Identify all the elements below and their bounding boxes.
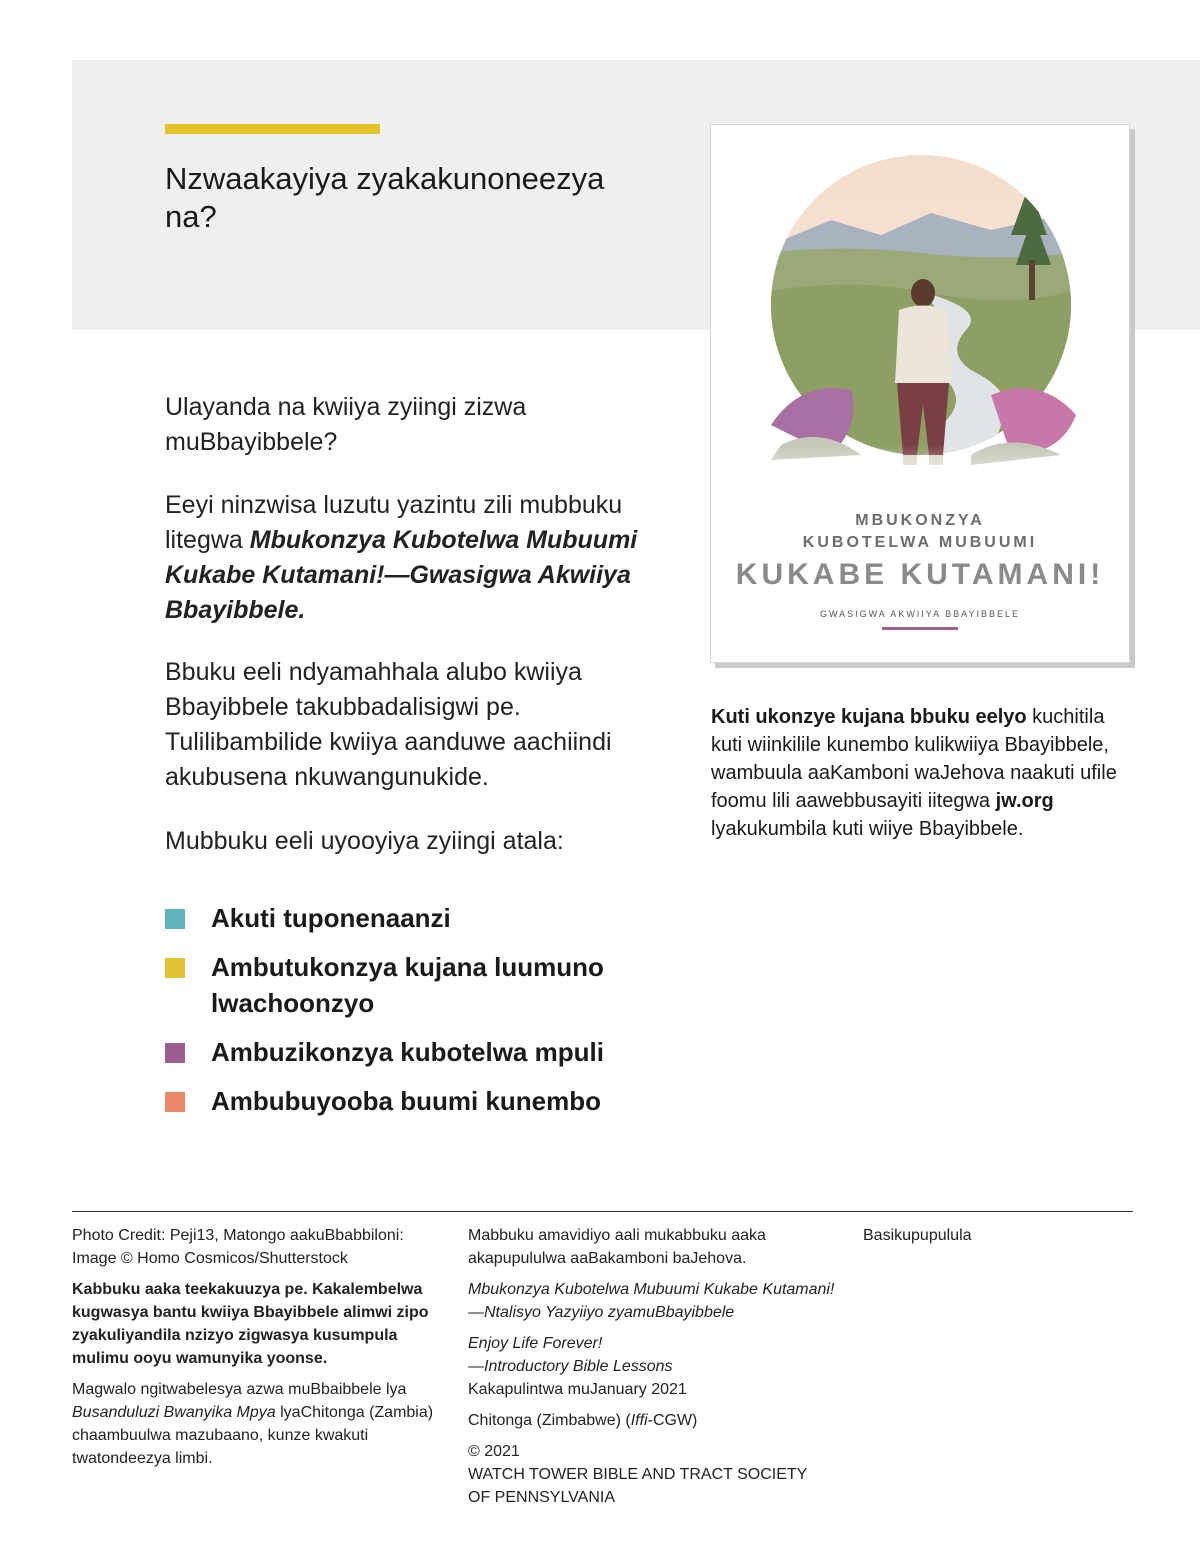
language-code-tail: -CGW) <box>647 1412 698 1429</box>
scripture-note-rest: lyaChitonga (Zambia) chaambuulwa mazubaano, kunze kwakuti twatondeezya limbi. <box>72 1404 434 1467</box>
book-paragraph <box>165 488 675 628</box>
free-paragraph: Bbuku eeli ndyamahhala alubo kwiiya Bbayibbele takubbadalisigwi pe. Tulilibambilide kwiiya aanduwe aachiindi akubusena nkuwangunukide. <box>165 658 612 791</box>
accent-bar <box>165 124 380 134</box>
local-title: Mbukonzya Kubotelwa Mubuumi Kukabe Kutamani!—Ntalisyo Yazyiiyo zyamuBbayibbele <box>468 1281 835 1321</box>
print-date: Kakapulintwa muJanuary 2021 <box>468 1381 687 1398</box>
language-name: Chitonga (Zimbabwe) ( <box>468 1412 631 1429</box>
bullet-square <box>165 1092 185 1112</box>
copyright-org: WATCH TOWER BIBLE AND TRACT SOCIETY <box>468 1466 808 1483</box>
page-title: Nzwaakayiya zyakakunoneezya na? <box>165 161 605 234</box>
cover-title-line1: MBUKONZYA <box>855 512 985 529</box>
topic-label: Ambuzikonzya kubotelwa mpuli <box>211 1037 604 1067</box>
book-title: Mbukonzya Kubotelwa Mubuumi Kukabe Kutamani!—Gwasigwa Akwiiya Bbayibbele. <box>165 526 638 624</box>
list-item <box>165 1034 665 1070</box>
cover-subtitle: GWASIGWA AKWIIYA BBAYIBBELE <box>819 609 1021 619</box>
language-code: Iffi <box>630 1412 648 1429</box>
topics-intro: Mubbuku eeli uyooyiya zyiingi atala: <box>165 827 564 855</box>
intro-paragraph: Ulayanda na kwiiya zyiingi zizwa muBbayibbele? <box>165 393 527 456</box>
side-note-text-end: lyakukumbila kuti wiiye Bbayibbele. <box>711 818 1024 840</box>
bullet-square <box>165 958 185 978</box>
english-subtitle: —Introductory Bible Lessons <box>468 1358 673 1375</box>
footer-divider <box>72 1211 1133 1212</box>
scripture-note <box>72 1378 442 1470</box>
website-link[interactable]: jw.org <box>995 790 1054 812</box>
cover-illustration <box>711 125 1129 505</box>
scripture-note-lead: Magwalo ngitwabelesya azwa muBbaibbele lya <box>72 1381 407 1398</box>
cover-underline <box>882 627 958 630</box>
publisher-note: Mabbuku amavidiyo aali mukabbuku aaka akapupululwa aaBakamboni baJehova. <box>468 1227 766 1267</box>
cover-title-main: KUKABE KUTAMANI! <box>735 558 1105 591</box>
book-cover <box>710 124 1130 663</box>
list-item <box>165 900 665 936</box>
footer-column-1 <box>72 1224 442 1478</box>
topic-label: Ambutukonzya kujana luumuno lwachoonzyo <box>211 952 604 1018</box>
photo-credit: Photo Credit: Peji13, Matongo aakuBbabbiloni: Image © Homo Cosmicos/Shutterstock <box>72 1227 404 1267</box>
bullet-square <box>165 1043 185 1063</box>
english-title: Enjoy Life Forever! <box>468 1335 603 1352</box>
copyright-org-line2: OF PENNSYLVANIA <box>468 1489 615 1506</box>
side-note-lead: Kuti ukonzye kujana bbuku eelyo <box>711 706 1027 728</box>
book-paragraph-lead: Eeyi ninzwisa luzutu yazintu zili mubbuku litegwa <box>165 491 623 554</box>
side-note <box>711 703 1131 843</box>
copyright-year: © 2021 <box>468 1443 520 1460</box>
footer-column-3 <box>863 1224 1123 1255</box>
footer-column-2 <box>468 1224 838 1517</box>
language-line <box>468 1409 838 1432</box>
side-note-text: kuchitila kuti wiinkilile kunembo kulikwiiya Bbayibbele, wambuula aaKamboni waJehova naakuti ufile foomu lili aawebbusayiti iitegwa <box>711 706 1117 812</box>
list-item <box>165 949 665 1021</box>
cover-title-line2: KUBOTELWA MUBUUMI <box>802 534 1038 551</box>
topic-label: Ambubuyooba buumi kunembo <box>211 1086 601 1116</box>
bullet-square <box>165 909 185 929</box>
free-notice: Kabbuku aaka teekakuuzya pe. Kakalembelwa kugwasya bantu kwiiya Bbayibbele alimwi zipo zyakuliyandila nzizyo zigwasya kusumpula mulimu ooyu wamunyika yoonse. <box>72 1281 429 1367</box>
topic-list <box>165 900 665 1132</box>
printer-label: Basikupupulula <box>863 1227 972 1244</box>
scripture-title: Busanduluzi Bwanyika Mpya <box>72 1404 276 1421</box>
topic-label: Akuti tuponenaanzi <box>211 903 451 933</box>
list-item <box>165 1083 665 1119</box>
